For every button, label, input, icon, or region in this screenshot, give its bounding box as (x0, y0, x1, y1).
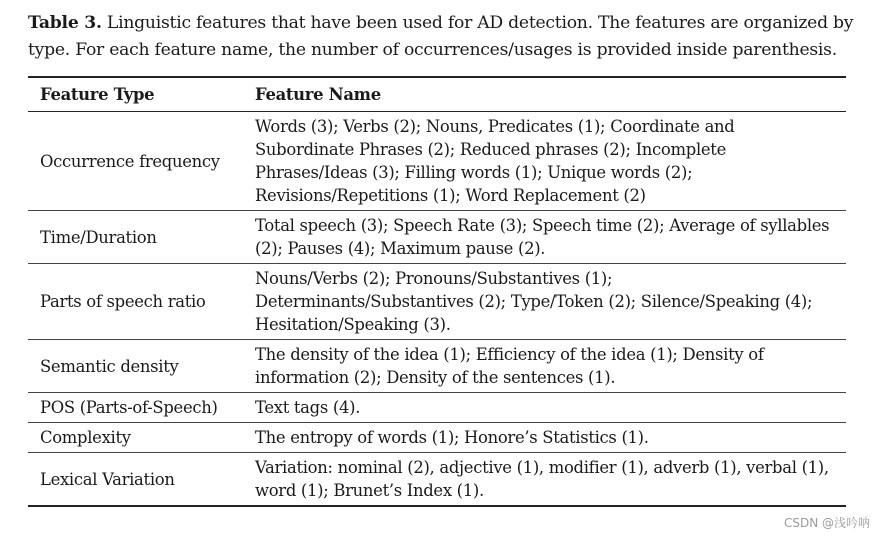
features-table (28, 76, 846, 507)
feature-type-cell: Semantic density (40, 356, 179, 376)
table-header-row (28, 77, 846, 112)
table-row (28, 211, 846, 264)
feature-type-cell: Complexity (40, 428, 131, 447)
feature-type-cell: Parts of speech ratio (40, 292, 206, 311)
feature-name-cell: Words (3); Verbs (2); Nouns, Predicates (1); Coordinate and Subordinate Phrases (2); Reduced phrases (2); Incomplete Phrases/Ideas (3); Filling words (1); Unique words (2); Revisions/Repetitions (1); Word Replacement (2) (255, 117, 735, 205)
table-row (28, 453, 846, 507)
feature-name-cell: Variation: nominal (2), adjective (1), modifier (1), adverb (1), verbal (1), word (1); Brunet’s Index (1). (255, 458, 829, 500)
header-feature-name: Feature Name (255, 85, 381, 104)
feature-name-cell: The density of the idea (1); Efficiency of the idea (1); Density of information (2); Density of the sentences (1). (255, 345, 764, 387)
feature-name-cell: Text tags (4). (255, 398, 361, 417)
feature-type-cell: Occurrence frequency (40, 151, 220, 171)
feature-name-cell: The entropy of words (1); Honore’s Statistics (1). (255, 428, 649, 447)
table-row (28, 340, 846, 393)
table-row (28, 423, 846, 453)
header-feature-type: Feature Type (40, 85, 155, 104)
feature-name-cell: Total speech (3); Speech Rate (3); Speech time (2); Average of syllables (2); Pauses (4); Maximum pause (2). (255, 216, 830, 258)
watermark: CSDN @浅吟呐 (783, 516, 870, 530)
table-row (28, 264, 846, 340)
table-row (28, 112, 846, 211)
feature-type-cell: POS (Parts-of-Speech) (40, 398, 218, 417)
caption-text: Linguistic features that have been used for AD detection. The features are organized by type. For each feature name, the number of occurrences/usages is provided inside parenthesis. (28, 13, 854, 60)
table-caption (28, 10, 868, 64)
caption-label: Table 3. (28, 13, 102, 33)
feature-type-cell: Lexical Variation (40, 469, 175, 489)
feature-name-cell: Nouns/Verbs (2); Pronouns/Substantives (1); Determinants/Substantives (2); Type/Token (2); Silence/Speaking (4); Hesitation/Speaking (3). (255, 269, 813, 334)
feature-type-cell: Time/Duration (40, 227, 157, 247)
features-table-container (28, 76, 846, 507)
table-row (28, 393, 846, 423)
